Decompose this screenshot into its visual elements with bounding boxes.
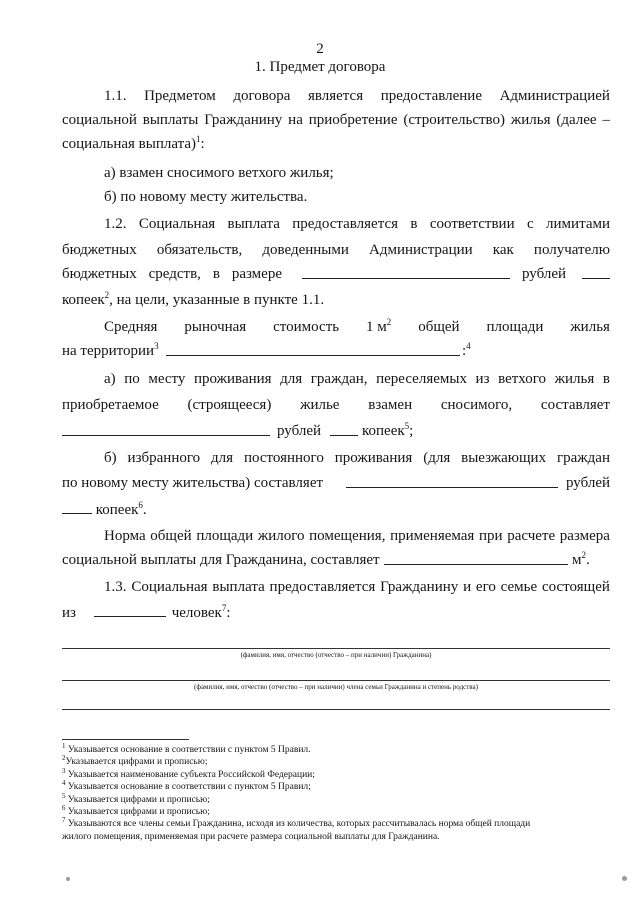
word: переселяемых <box>376 371 467 387</box>
word: выезжающих <box>461 450 547 466</box>
amount-rubles-blank <box>302 265 510 279</box>
word: б) <box>104 450 117 466</box>
word: избранного <box>127 450 201 466</box>
word: является <box>307 88 364 104</box>
norm-label: социальной выплаты для Гражданина, составляет <box>62 552 380 568</box>
word: на <box>288 112 303 128</box>
word: состоящей <box>541 579 610 595</box>
word: а) <box>104 371 116 387</box>
footnote-text: Указывается наименование субъекта Российской Федерации; <box>65 769 315 780</box>
word: Администрации <box>369 242 473 258</box>
word: Администрацией <box>499 88 610 104</box>
price-a-line-2 <box>62 396 610 414</box>
p1-1-line-1 <box>104 87 610 105</box>
word: Социальная <box>138 216 216 232</box>
word: рыночная <box>184 319 247 335</box>
page-number: 2 <box>316 41 324 57</box>
footnote-separator <box>62 739 189 740</box>
word: месту <box>148 371 186 387</box>
word: по <box>124 371 140 387</box>
word: Социальная <box>131 579 208 595</box>
word: жилья <box>554 371 595 387</box>
citizen-name-caption: (фамилия, имя, отчество (отчество – при наличии) Гражданина) <box>240 651 432 659</box>
footnote-text: Указывается основание в соответствии с пунктом 5 Правил. <box>65 745 311 755</box>
word: Гражданину <box>380 579 459 595</box>
word: составляет <box>540 397 610 413</box>
word: размере <box>231 266 282 282</box>
word: (строительство) <box>403 112 506 128</box>
word: семье <box>500 579 538 595</box>
footnote <box>62 781 311 793</box>
persons-label: человек <box>171 605 222 621</box>
word: предоставление <box>380 88 482 104</box>
word: соответствии <box>429 216 515 232</box>
footnote-mark: 3 <box>62 766 66 775</box>
word: (далее <box>556 112 597 128</box>
word: для <box>280 371 303 387</box>
price-a-line-1 <box>104 370 610 388</box>
footnote <box>62 766 315 781</box>
footnote-text: Указывается цифрами и прописью; <box>65 794 210 805</box>
word: общей <box>150 528 192 544</box>
price-b-rubles-label: рублей <box>566 475 611 491</box>
word: постоянного <box>243 450 324 466</box>
word: жилья <box>510 112 551 128</box>
footnote-mark: 2 <box>62 754 66 763</box>
word: выплаты <box>142 112 199 128</box>
word: взамен <box>368 397 413 413</box>
extra-family-line <box>62 709 610 710</box>
price-b-line-1 <box>104 449 610 467</box>
word: (строящееся) <box>187 397 272 413</box>
word: граждан, <box>310 371 368 387</box>
word: социальной <box>62 112 137 128</box>
price-a-kopecks-blank <box>330 422 358 436</box>
word: предоставляется <box>269 579 376 595</box>
amount-kopecks-blank <box>582 265 610 279</box>
avg-line-2 <box>62 342 610 360</box>
p1-3-from: из <box>62 605 76 621</box>
price-a-kopecks: копеек$^5$; <box>362 421 414 439</box>
word: при <box>478 528 503 544</box>
footnote <box>62 818 530 830</box>
footnote-text: Указывается основание в соответствии с пунктом 5 Правил; <box>65 782 311 793</box>
p1-2-line-1 <box>104 215 610 233</box>
p1-3-line-1 <box>104 578 610 596</box>
word: 1.2. <box>104 216 127 232</box>
footnote-mark: 1 <box>62 741 66 750</box>
word: в <box>212 266 220 282</box>
footnote <box>62 831 440 843</box>
word: в <box>602 371 610 387</box>
word: Предметом <box>144 88 216 104</box>
word: стоимость <box>273 319 340 335</box>
word: Средняя <box>104 319 158 335</box>
avg-line-1 <box>104 318 610 336</box>
footnote-mark: 7 <box>62 816 66 825</box>
price-b-kopecks: копеек$^6$. <box>95 500 147 518</box>
footnote-ref-1: 1 <box>196 134 201 144</box>
word: в <box>410 216 418 232</box>
footnote <box>62 803 210 818</box>
word: выплата <box>212 579 265 595</box>
word: бюджетных <box>62 266 137 282</box>
word: площади <box>196 528 254 544</box>
footnote <box>62 741 311 756</box>
territory-blank <box>166 342 460 356</box>
word: 1.3. <box>104 579 127 595</box>
word: обязательств, <box>156 242 243 258</box>
norm-line-1 <box>104 527 610 545</box>
word: 1.1. <box>104 88 127 104</box>
footnote <box>62 756 208 768</box>
footnote-ref-5: 5 <box>404 421 410 431</box>
avg-colon: :$^4$ <box>462 341 471 359</box>
word: лимитами <box>546 216 610 232</box>
word: с <box>527 216 534 232</box>
p1-3-line-2: из человек$^7$: <box>62 603 231 621</box>
word: размера <box>559 528 610 544</box>
word: предоставляется <box>292 216 399 232</box>
scan-speck <box>622 876 627 881</box>
word: бюджетных <box>62 242 137 258</box>
word: его <box>475 579 496 595</box>
word: из <box>475 371 490 387</box>
word: применяемая <box>390 528 475 544</box>
price-b-line-2 <box>62 474 610 492</box>
section-title: 1. Предмет договора <box>254 59 386 75</box>
p1-1-line-2 <box>62 111 610 129</box>
norm-area-blank <box>384 551 568 565</box>
rubles-label: рублей <box>522 266 567 282</box>
word: проживания <box>334 450 413 466</box>
word: жилого <box>257 528 305 544</box>
p1-1-text: социальная выплата) <box>62 136 196 152</box>
word: Гражданину <box>204 112 283 128</box>
footnote-ref-3: 3 <box>154 341 159 351</box>
price-b-rubles-blank <box>346 474 558 488</box>
p1-2-tail: , на цели, указанные в пункте 1.1. <box>109 292 325 308</box>
territory-label: на территории <box>62 343 155 359</box>
word: приобретаемое <box>62 397 159 413</box>
footnote-ref-7: 7 <box>221 603 227 613</box>
word: как <box>492 242 514 258</box>
word: (для <box>423 450 451 466</box>
p1-2-line-4 <box>62 291 324 309</box>
word: договора <box>233 88 291 104</box>
word: проживания <box>194 371 272 387</box>
kopecks-label: копеек <box>62 292 105 308</box>
citizen-name-line <box>62 648 610 649</box>
footnote-mark: 5 <box>62 791 66 800</box>
footnote-mark: 4 <box>62 779 66 788</box>
word: общей <box>418 319 460 335</box>
word: – <box>602 112 610 128</box>
word: ветхого <box>498 371 547 387</box>
footnote-ref-2: 2 <box>104 290 110 300</box>
word: помещения, <box>309 528 386 544</box>
word: приобретение <box>308 112 398 128</box>
word: получателю <box>533 242 610 258</box>
family-count-blank <box>94 603 166 617</box>
footnote-ref-6: 6 <box>138 500 143 510</box>
norm-unit: $м^2$. <box>572 550 590 568</box>
word: жилья <box>570 319 610 335</box>
footnote-ref-4: 4 <box>466 341 471 351</box>
word: выплата <box>227 216 280 232</box>
superscript: 2 <box>386 317 392 327</box>
word: 1 $м^2$ <box>366 317 392 335</box>
word: Норма <box>104 528 146 544</box>
footnote-text: Указывается цифрами и прописью; <box>65 757 208 768</box>
word: для <box>211 450 234 466</box>
p1-2-line-3-words <box>62 265 282 283</box>
p1-2-line-2 <box>62 241 610 259</box>
p1-1-end: : <box>200 136 205 152</box>
word: сносимого, <box>440 397 513 413</box>
word: расчете <box>507 528 556 544</box>
word: доведенными <box>262 242 349 258</box>
price-b-line-3 <box>62 500 147 519</box>
footnote <box>62 791 210 806</box>
price-b-label: по новому месту жительства) составляет <box>62 475 324 491</box>
footnote-text: Указываются все члены семьи Гражданина, исходя из количества, которых рассчитывалась норма общей площади <box>65 819 531 830</box>
footnote-mark: 6 <box>62 803 66 812</box>
word: средств, <box>148 266 201 282</box>
word: жилье <box>300 397 340 413</box>
price-a-rubles-label: рублей <box>277 423 322 439</box>
price-a-rubles-blank <box>62 422 270 436</box>
p1-1-line-3 <box>62 135 205 153</box>
word: граждан <box>557 450 610 466</box>
family-member-line <box>62 680 610 681</box>
family-member-caption: (фамилия, имя, отчество (отчество – при наличии) члена семьи Гражданина и степень родства) <box>194 683 478 691</box>
footnote-text: жилого помещения, применяемая при расчете размера социальной выплаты для Гражданина. <box>62 831 440 842</box>
price-b-kopecks-blank <box>62 500 92 514</box>
scan-speck <box>66 877 70 881</box>
footnote-text: Указывается цифрами и прописью; <box>65 807 210 817</box>
norm-line-2 <box>62 551 610 569</box>
word: и <box>463 579 472 595</box>
item-b: б) по новому месту жительства. <box>104 189 308 205</box>
item-a: а) взамен сносимого ветхого жилья; <box>104 165 334 181</box>
word: площади <box>486 319 544 335</box>
